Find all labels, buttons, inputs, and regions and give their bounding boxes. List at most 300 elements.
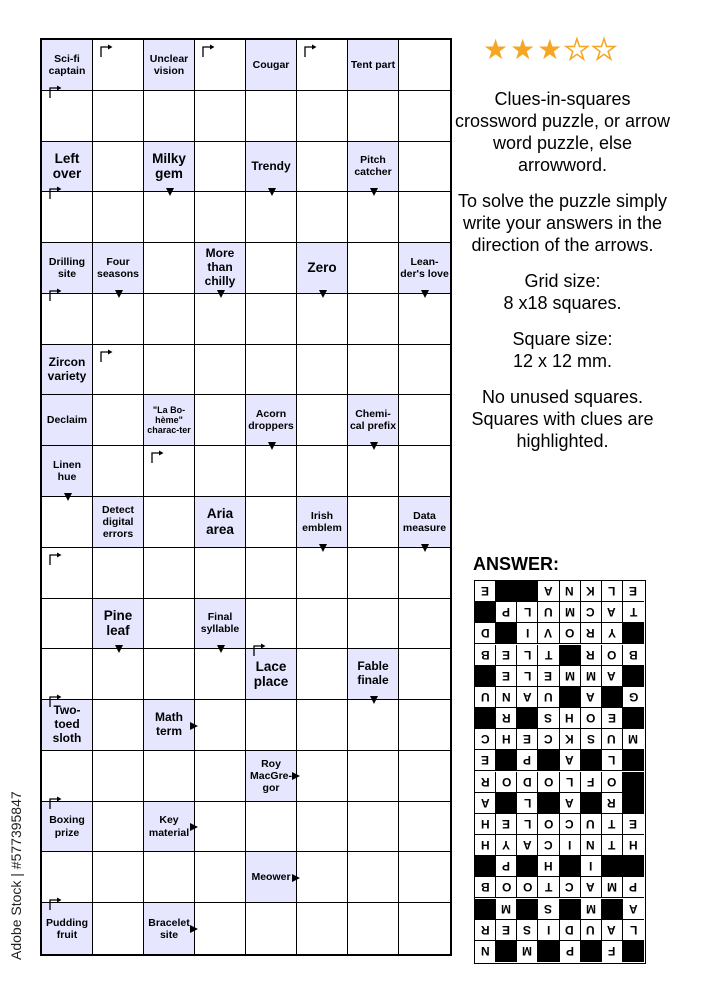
answer-cell[interactable] xyxy=(144,345,195,396)
answer-letter: I xyxy=(517,623,538,644)
answer-cell[interactable] xyxy=(246,802,297,853)
answer-letter: S xyxy=(581,729,602,750)
arrow-right-icon xyxy=(190,823,198,831)
answer-cell[interactable] xyxy=(144,192,195,243)
answer-cell[interactable] xyxy=(195,345,246,396)
answer-cell[interactable] xyxy=(93,852,144,903)
answer-cell[interactable] xyxy=(399,142,450,193)
answer-letter: Y xyxy=(602,623,623,644)
answer-block xyxy=(496,623,517,644)
answer-block xyxy=(538,793,559,814)
answer-letter: E xyxy=(475,750,496,771)
answer-block xyxy=(475,708,496,729)
answer-letter: C xyxy=(538,835,559,856)
answer-cell[interactable] xyxy=(93,548,144,599)
answer-letter: M xyxy=(581,899,602,920)
clue-cell: Roy MacGre-gor xyxy=(246,751,297,802)
answer-cell[interactable] xyxy=(297,446,348,497)
answer-cell[interactable] xyxy=(399,700,450,751)
answer-cell[interactable] xyxy=(93,294,144,345)
answer-cell[interactable] xyxy=(297,903,348,954)
answer-cell[interactable] xyxy=(246,294,297,345)
answer-block xyxy=(475,666,496,687)
answer-cell[interactable] xyxy=(348,599,399,650)
answer-block xyxy=(496,793,517,814)
answer-cell[interactable] xyxy=(246,700,297,751)
answer-cell[interactable] xyxy=(195,802,246,853)
answer-cell[interactable] xyxy=(93,751,144,802)
answer-cell[interactable] xyxy=(144,497,195,548)
answer-title: ANSWER: xyxy=(473,554,559,574)
bent-arrow-icon xyxy=(48,186,62,205)
answer-letter: N xyxy=(581,835,602,856)
bent-arrow-icon xyxy=(99,349,113,368)
answer-cell[interactable] xyxy=(399,91,450,142)
arrow-right-icon xyxy=(292,772,300,780)
arrow-right-icon xyxy=(190,925,198,933)
square-size-label: Square size: xyxy=(512,329,613,349)
answer-letter: E xyxy=(496,920,517,941)
clue-cell: Linen hue xyxy=(42,446,93,497)
clue-cell: Sci-fi captain xyxy=(42,40,93,91)
answer-letter: T xyxy=(623,602,644,623)
answer-cell[interactable] xyxy=(195,903,246,954)
arrow-down-icon xyxy=(166,188,174,196)
answer-cell[interactable] xyxy=(144,91,195,142)
answer-cell[interactable] xyxy=(399,599,450,650)
clue-cell: "La Bo-hème" charac-ter xyxy=(144,395,195,446)
answer-letter: B xyxy=(475,877,496,898)
arrow-down-icon xyxy=(370,188,378,196)
clue-cell: Pudding fruit xyxy=(42,903,93,954)
answer-cell[interactable] xyxy=(195,192,246,243)
answer-cell[interactable] xyxy=(348,243,399,294)
answer-block xyxy=(602,856,623,877)
bent-arrow-icon xyxy=(303,44,317,63)
answer-block xyxy=(560,899,581,920)
answer-letter: H xyxy=(560,708,581,729)
answer-letter: H xyxy=(475,835,496,856)
arrow-down-icon xyxy=(268,442,276,450)
answer-cell[interactable] xyxy=(93,142,144,193)
answer-letter: M xyxy=(581,666,602,687)
answer-cell[interactable] xyxy=(246,599,297,650)
bent-arrow-icon xyxy=(48,796,62,815)
answer-letter: E xyxy=(602,708,623,729)
answer-cell[interactable] xyxy=(297,852,348,903)
clue-cell: Fable finale xyxy=(348,649,399,700)
answer-cell[interactable] xyxy=(195,548,246,599)
answer-letter: T xyxy=(602,814,623,835)
answer-cell[interactable] xyxy=(144,649,195,700)
answer-letter: N xyxy=(475,941,496,962)
bent-arrow-icon xyxy=(48,288,62,307)
answer-cell[interactable] xyxy=(246,345,297,396)
answer-letter: E xyxy=(623,814,644,835)
answer-cell[interactable] xyxy=(399,548,450,599)
arrow-down-icon xyxy=(268,188,276,196)
arrow-right-icon xyxy=(292,874,300,882)
answer-letter: A xyxy=(560,793,581,814)
answer-block xyxy=(560,856,581,877)
answer-cell[interactable] xyxy=(42,751,93,802)
clue-cell: Key material xyxy=(144,802,195,853)
answer-cell[interactable] xyxy=(195,395,246,446)
bent-arrow-icon xyxy=(150,450,164,469)
answer-letter: C xyxy=(581,602,602,623)
answer-cell[interactable] xyxy=(297,395,348,446)
puzzle-info xyxy=(452,88,673,466)
answer-letter: P xyxy=(560,941,581,962)
answer-cell[interactable] xyxy=(297,751,348,802)
answer-letter: L xyxy=(560,772,581,793)
star-filled-icon: ★ xyxy=(537,34,563,65)
clue-cell: Detect digital errors xyxy=(93,497,144,548)
arrow-down-icon xyxy=(421,544,429,552)
answer-block xyxy=(517,581,538,602)
answer-letter: B xyxy=(623,645,644,666)
arrow-down-icon xyxy=(217,645,225,653)
answer-letter: A xyxy=(538,581,559,602)
answer-cell[interactable] xyxy=(399,802,450,853)
clue-cell: Four seasons xyxy=(93,243,144,294)
answer-letter: D xyxy=(475,623,496,644)
answer-cell[interactable] xyxy=(297,192,348,243)
answer-letter: M xyxy=(602,877,623,898)
answer-cell[interactable] xyxy=(93,446,144,497)
answer-cell[interactable] xyxy=(297,294,348,345)
arrow-down-icon xyxy=(370,696,378,704)
answer-letter: E xyxy=(496,814,517,835)
answer-cell[interactable] xyxy=(195,142,246,193)
star-empty-icon: ★ xyxy=(564,34,590,65)
answer-letter: U xyxy=(475,687,496,708)
answer-cell[interactable] xyxy=(246,243,297,294)
answer-letter: U xyxy=(581,920,602,941)
bent-arrow-icon xyxy=(48,694,62,713)
answer-block xyxy=(581,793,602,814)
clue-cell: Irish emblem xyxy=(297,497,348,548)
difficulty-rating xyxy=(483,36,617,64)
answer-letter: P xyxy=(623,877,644,898)
answer-cell[interactable] xyxy=(144,548,195,599)
answer-letter: P xyxy=(517,750,538,771)
answer-letter: R xyxy=(496,708,517,729)
answer-letter: L xyxy=(517,814,538,835)
clue-cell: Aria area xyxy=(195,497,246,548)
answer-letter: K xyxy=(581,581,602,602)
answer-letter: M xyxy=(623,729,644,750)
answer-cell[interactable] xyxy=(144,243,195,294)
answer-letter: L xyxy=(517,793,538,814)
answer-cell[interactable] xyxy=(297,599,348,650)
answer-block xyxy=(496,750,517,771)
bent-arrow-icon xyxy=(201,44,215,63)
answer-cell[interactable] xyxy=(42,852,93,903)
answer-block xyxy=(496,941,517,962)
answer-cell[interactable] xyxy=(348,802,399,853)
answer-cell[interactable] xyxy=(144,294,195,345)
answer-letter: M xyxy=(560,602,581,623)
info-square-size xyxy=(452,328,673,372)
answer-letter: R xyxy=(475,920,496,941)
answer-letter: Y xyxy=(496,835,517,856)
answer-cell[interactable] xyxy=(297,802,348,853)
answer-block xyxy=(496,581,517,602)
info-instructions: To solve the puzzle simply write your answers in the direction of the arrows. xyxy=(457,191,668,255)
answer-letter: A xyxy=(602,920,623,941)
answer-letter: S xyxy=(538,708,559,729)
answer-block xyxy=(623,708,644,729)
answer-letter: O xyxy=(496,772,517,793)
answer-cell[interactable] xyxy=(399,40,450,91)
answer-letter: L xyxy=(623,920,644,941)
answer-letter: E xyxy=(623,581,644,602)
bent-arrow-icon xyxy=(252,643,266,662)
answer-cell[interactable] xyxy=(144,599,195,650)
answer-cell[interactable] xyxy=(246,91,297,142)
answer-cell[interactable] xyxy=(297,700,348,751)
answer-block xyxy=(560,687,581,708)
answer-cell[interactable] xyxy=(42,649,93,700)
arrow-down-icon xyxy=(319,290,327,298)
answer-cell[interactable] xyxy=(246,548,297,599)
answer-block xyxy=(581,750,602,771)
answer-letter: U xyxy=(538,687,559,708)
answer-cell[interactable] xyxy=(297,142,348,193)
answer-cell[interactable] xyxy=(348,446,399,497)
clue-cell: Two-toed sloth xyxy=(42,700,93,751)
answer-letter: L xyxy=(602,581,623,602)
answer-cell[interactable] xyxy=(93,700,144,751)
answer-cell[interactable] xyxy=(144,852,195,903)
answer-cell[interactable] xyxy=(348,345,399,396)
arrow-down-icon xyxy=(217,290,225,298)
clue-cell: Acorn droppers xyxy=(246,395,297,446)
answer-cell[interactable] xyxy=(246,192,297,243)
answer-letter: A xyxy=(560,750,581,771)
clue-cell: Final syllable xyxy=(195,599,246,650)
answer-letter: G xyxy=(623,687,644,708)
arrow-down-icon xyxy=(115,645,123,653)
answer-letter: F xyxy=(581,772,602,793)
answer-cell[interactable] xyxy=(399,649,450,700)
answer-letter: U xyxy=(602,729,623,750)
answer-letter: C xyxy=(560,877,581,898)
answer-letter: A xyxy=(517,687,538,708)
answer-letter: R xyxy=(581,645,602,666)
clue-cell: Unclear vision xyxy=(144,40,195,91)
answer-letter: A xyxy=(581,687,602,708)
answer-letter: C xyxy=(538,729,559,750)
answer-letter: I xyxy=(581,856,602,877)
answer-cell[interactable] xyxy=(399,852,450,903)
answer-cell[interactable] xyxy=(246,903,297,954)
answer-letter: O xyxy=(538,814,559,835)
answer-cell[interactable] xyxy=(195,91,246,142)
star-filled-icon: ★ xyxy=(483,34,509,65)
answer-cell[interactable] xyxy=(93,395,144,446)
answer-letter: N xyxy=(560,581,581,602)
answer-letter: R xyxy=(602,793,623,814)
answer-cell[interactable] xyxy=(195,700,246,751)
answer-cell[interactable] xyxy=(297,91,348,142)
arrow-down-icon xyxy=(421,290,429,298)
clue-cell: Lean-der's love xyxy=(399,243,450,294)
answer-letter: O xyxy=(517,877,538,898)
answer-letter: B xyxy=(475,645,496,666)
arrow-down-icon xyxy=(115,290,123,298)
answer-cell[interactable] xyxy=(348,497,399,548)
answer-letter: L xyxy=(602,750,623,771)
answer-block xyxy=(475,856,496,877)
answer-block xyxy=(623,772,644,793)
answer-block xyxy=(560,645,581,666)
clue-cell: Left over xyxy=(42,142,93,193)
answer-letter: F xyxy=(602,941,623,962)
clue-cell: Drilling site xyxy=(42,243,93,294)
answer-letter: L xyxy=(517,666,538,687)
answer-letter: E xyxy=(517,729,538,750)
answer-block xyxy=(623,793,644,814)
answer-block xyxy=(623,941,644,962)
answer-letter: L xyxy=(517,645,538,666)
answer-letter: K xyxy=(560,729,581,750)
answer-cell[interactable] xyxy=(297,548,348,599)
arrow-down-icon xyxy=(319,544,327,552)
answer-cell[interactable] xyxy=(195,751,246,802)
clue-cell: Boxing prize xyxy=(42,802,93,853)
bent-arrow-icon xyxy=(48,85,62,104)
answer-letter: H xyxy=(538,856,559,877)
clue-cell: Lace place xyxy=(246,649,297,700)
answer-cell[interactable] xyxy=(348,548,399,599)
answer-letter: T xyxy=(602,835,623,856)
answer-cell[interactable] xyxy=(144,751,195,802)
answer-cell[interactable] xyxy=(246,497,297,548)
answer-letter: E xyxy=(475,581,496,602)
answer-cell[interactable] xyxy=(42,497,93,548)
clue-cell: Chemi-cal prefix xyxy=(348,395,399,446)
clue-cell: Tent part xyxy=(348,40,399,91)
answer-letter: E xyxy=(496,666,517,687)
arrow-down-icon xyxy=(370,442,378,450)
answer-letter: P xyxy=(496,602,517,623)
answer-block xyxy=(623,750,644,771)
answer-letter: A xyxy=(581,877,602,898)
clue-cell: Bracelet site xyxy=(144,903,195,954)
answer-letter: L xyxy=(517,602,538,623)
answer-cell[interactable] xyxy=(348,852,399,903)
answer-letter: I xyxy=(538,920,559,941)
info-description: Clues-in-squares crossword puzzle, or arrow word puzzle, else arrowword. xyxy=(454,89,671,175)
answer-cell[interactable] xyxy=(399,294,450,345)
answer-letter: M xyxy=(496,899,517,920)
answer-cell[interactable] xyxy=(93,91,144,142)
answer-cell[interactable] xyxy=(399,903,450,954)
answer-letter: A xyxy=(602,666,623,687)
answer-block xyxy=(602,687,623,708)
answer-cell[interactable] xyxy=(195,649,246,700)
answer-cell[interactable] xyxy=(93,649,144,700)
answer-letter: O xyxy=(602,645,623,666)
clue-cell: Trendy xyxy=(246,142,297,193)
clue-cell: Meower xyxy=(246,852,297,903)
answer-letter: A xyxy=(517,835,538,856)
answer-block xyxy=(623,623,644,644)
answer-letter: E xyxy=(538,666,559,687)
clue-cell: Math term xyxy=(144,700,195,751)
answer-block xyxy=(517,708,538,729)
bent-arrow-icon xyxy=(48,897,62,916)
clue-cell: Declaim xyxy=(42,395,93,446)
answer-block xyxy=(517,856,538,877)
answer-cell[interactable] xyxy=(348,903,399,954)
answer-grid xyxy=(474,580,646,964)
answer-cell[interactable] xyxy=(348,192,399,243)
clue-cell: More than chilly xyxy=(195,243,246,294)
answer-cell[interactable] xyxy=(348,91,399,142)
answer-letter: I xyxy=(560,835,581,856)
answer-letter: H xyxy=(496,729,517,750)
answer-letter: U xyxy=(538,602,559,623)
answer-cell[interactable] xyxy=(399,395,450,446)
answer-letter: O xyxy=(581,708,602,729)
stock-credit: Adobe Stock | #577395847 xyxy=(8,791,24,960)
answer-letter: S xyxy=(538,899,559,920)
answer-block xyxy=(517,899,538,920)
answer-cell[interactable] xyxy=(399,192,450,243)
answer-letter: M xyxy=(517,941,538,962)
answer-cell[interactable] xyxy=(42,599,93,650)
answer-letter: P xyxy=(496,856,517,877)
answer-cell[interactable] xyxy=(348,751,399,802)
answer-cell[interactable] xyxy=(93,802,144,853)
answer-letter: D xyxy=(560,920,581,941)
answer-block xyxy=(538,941,559,962)
answer-block xyxy=(623,666,644,687)
answer-cell[interactable] xyxy=(348,700,399,751)
answer-letter: T xyxy=(538,645,559,666)
answer-cell[interactable] xyxy=(399,446,450,497)
answer-cell[interactable] xyxy=(195,852,246,903)
answer-cell[interactable] xyxy=(195,446,246,497)
answer-letter: O xyxy=(560,623,581,644)
answer-cell[interactable] xyxy=(348,294,399,345)
answer-cell[interactable] xyxy=(246,446,297,497)
answer-cell[interactable] xyxy=(93,192,144,243)
answer-cell[interactable] xyxy=(93,903,144,954)
answer-cell[interactable] xyxy=(399,345,450,396)
clue-cell: Zero xyxy=(297,243,348,294)
answer-letter: N xyxy=(496,687,517,708)
answer-letter: D xyxy=(517,772,538,793)
answer-letter: C xyxy=(475,729,496,750)
answer-cell[interactable] xyxy=(399,751,450,802)
answer-letter: R xyxy=(581,623,602,644)
grid-size-label: Grid size: xyxy=(524,271,601,291)
crossword-grid xyxy=(40,38,452,956)
answer-cell[interactable] xyxy=(195,294,246,345)
info-notes: No unused squares. Squares with clues are highlighted. xyxy=(471,387,654,451)
clue-cell: Pine leaf xyxy=(93,599,144,650)
answer-block xyxy=(581,941,602,962)
answer-cell[interactable] xyxy=(297,345,348,396)
clue-cell: Cougar xyxy=(246,40,297,91)
answer-cell[interactable] xyxy=(297,649,348,700)
answer-letter: A xyxy=(475,793,496,814)
answer-letter: A xyxy=(623,899,644,920)
